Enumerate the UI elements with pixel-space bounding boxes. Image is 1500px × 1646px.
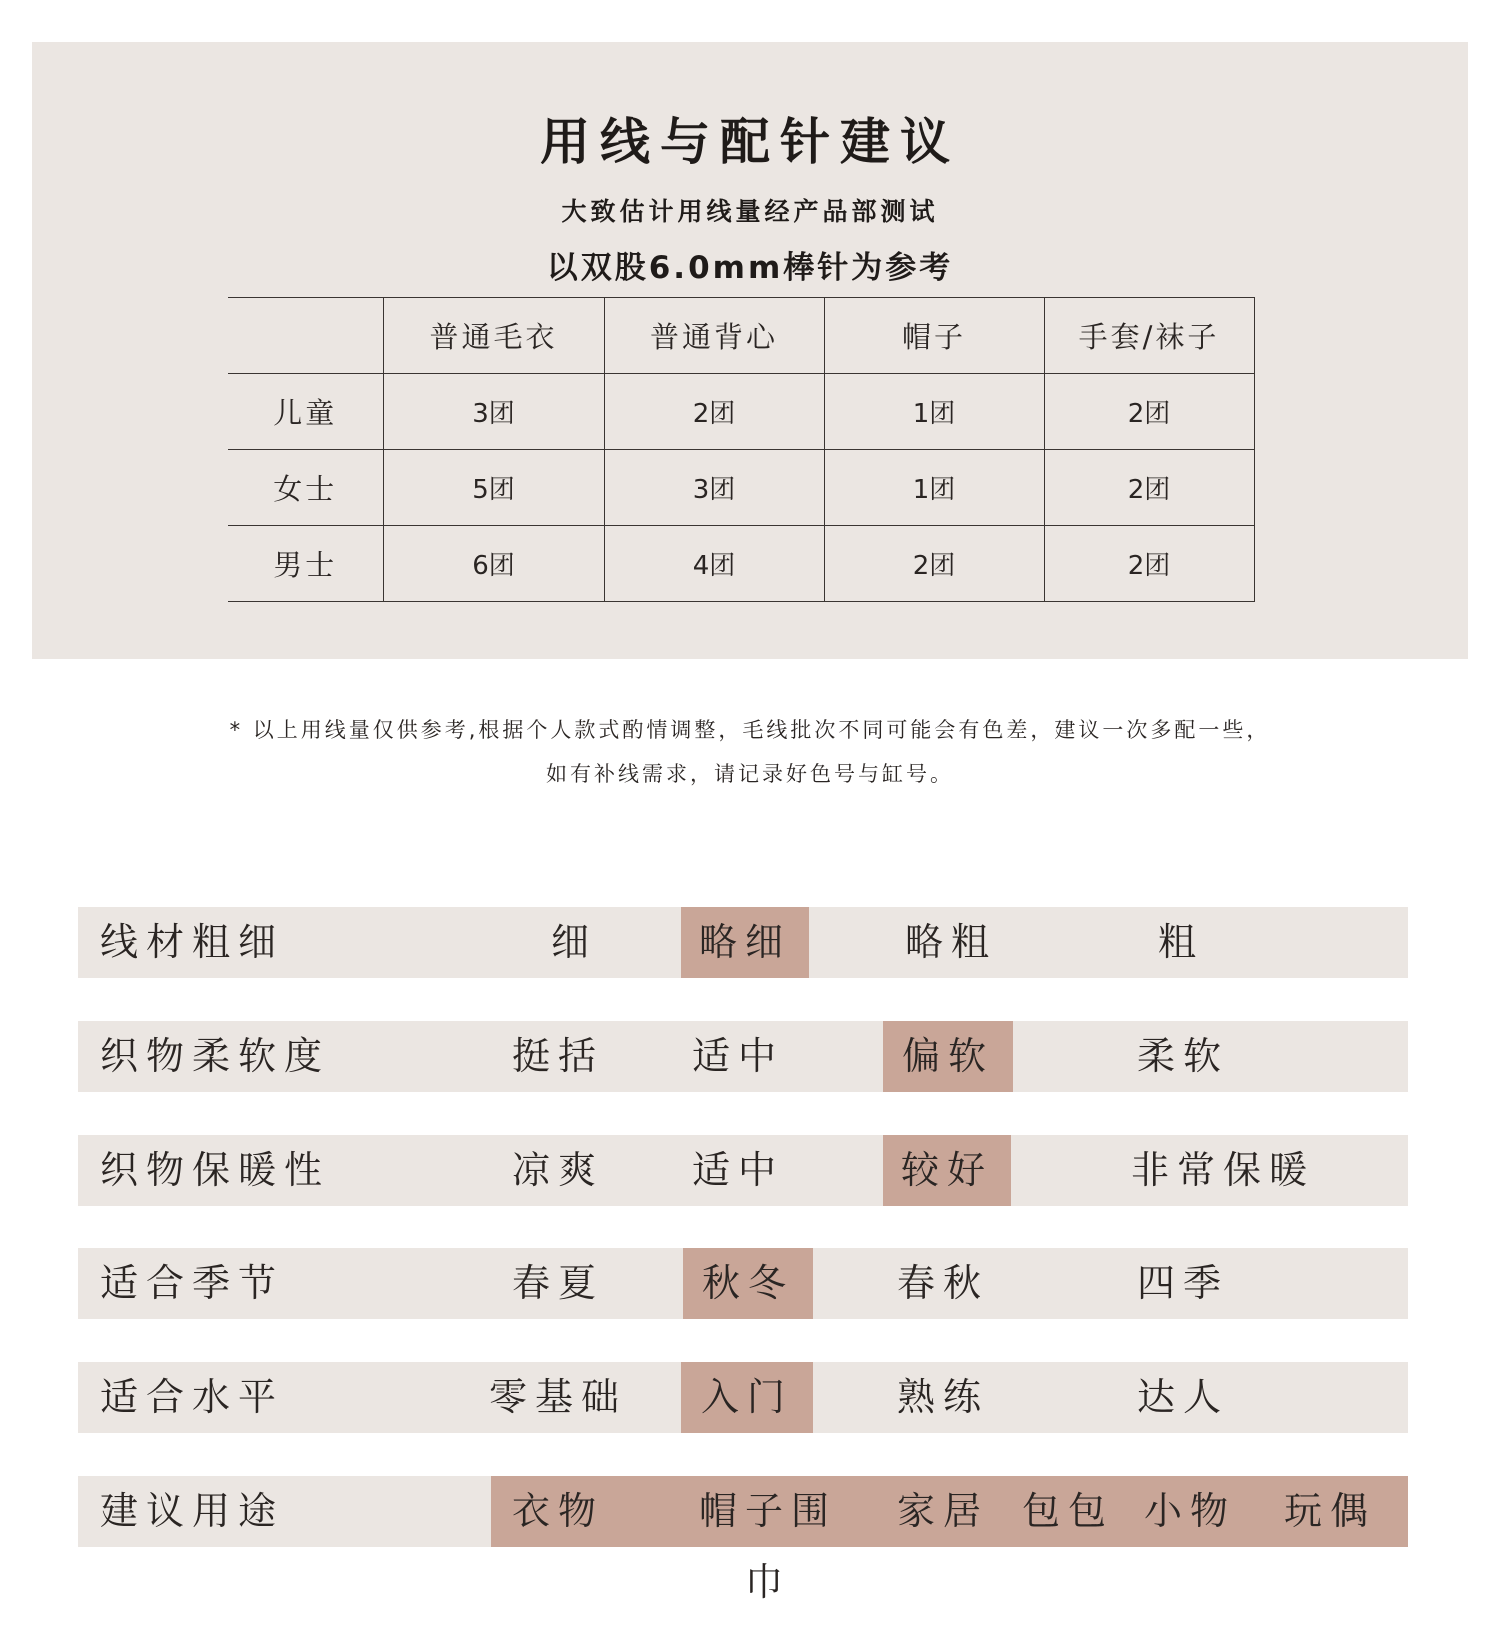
disclaimer-line: 如有补线需求，请记录好色号与缸号。 xyxy=(546,762,954,786)
option-toys: 玩偶 xyxy=(1283,1489,1376,1533)
option-spring-summer: 春夏 xyxy=(511,1261,604,1305)
table-row xyxy=(228,374,1254,450)
attribute-label: 适合季节 xyxy=(100,1261,285,1305)
attribute-row-warmth xyxy=(78,1135,1408,1206)
attribute-label: 线材粗细 xyxy=(100,920,285,964)
table-row xyxy=(228,450,1254,526)
table-header-row xyxy=(228,298,1254,374)
column-header: 普通毛衣 xyxy=(383,298,604,374)
table-cell: 6团 xyxy=(383,526,604,602)
option-thick: 粗 xyxy=(1157,920,1204,964)
option-medium: 适中 xyxy=(691,1034,784,1078)
attribute-label: 织物保暖性 xyxy=(100,1148,331,1192)
table-corner-cell xyxy=(228,298,383,374)
option-autumn-winter-selected: 秋冬 xyxy=(683,1248,813,1319)
option-medium: 适中 xyxy=(691,1148,784,1192)
table-cell: 2团 xyxy=(1044,374,1254,450)
attribute-row-usage xyxy=(78,1476,1408,1604)
option-cool: 凉爽 xyxy=(511,1148,604,1192)
option-clothing: 衣物 xyxy=(511,1489,604,1533)
option-spring-autumn: 春秋 xyxy=(896,1261,989,1305)
table-cell: 2团 xyxy=(824,526,1044,602)
option-stiff: 挺括 xyxy=(511,1034,604,1078)
attribute-row-season xyxy=(78,1248,1408,1319)
option-soft: 柔软 xyxy=(1136,1034,1229,1078)
column-header: 帽子 xyxy=(824,298,1044,374)
yarn-usage-table xyxy=(228,297,1255,602)
usage-disclaimer xyxy=(0,708,1500,796)
row-header: 儿童 xyxy=(228,374,383,450)
table-cell: 4团 xyxy=(604,526,824,602)
attribute-row-thickness xyxy=(78,907,1408,978)
option-slightly-thick: 略粗 xyxy=(904,920,997,964)
yarn-guide-panel xyxy=(32,42,1468,659)
disclaimer-line: * 以上用线量仅供参考,根据个人款式酌情调整，毛线批次不同可能会有色差，建议一次多配一些， xyxy=(229,718,1271,742)
guide-subtitle: 大致估计用线量经产品部测试 xyxy=(561,197,939,226)
column-header: 普通背心 xyxy=(604,298,824,374)
column-header: 手套/袜子 xyxy=(1044,298,1254,374)
table-cell: 3团 xyxy=(383,374,604,450)
option-soft-ish-selected: 偏软 xyxy=(883,1021,1013,1092)
row-header: 女士 xyxy=(228,450,383,526)
table-cell: 2团 xyxy=(604,374,824,450)
option-skilled: 熟练 xyxy=(896,1375,989,1419)
attribute-label: 适合水平 xyxy=(100,1375,285,1419)
table-cell: 1团 xyxy=(824,450,1044,526)
attribute-label: 建议用途 xyxy=(100,1489,285,1533)
option-very-warm: 非常保暖 xyxy=(1130,1148,1315,1192)
option-entry-selected: 入门 xyxy=(681,1362,813,1433)
option-beginner-zero: 零基础 xyxy=(488,1375,627,1419)
table-cell: 1团 xyxy=(824,374,1044,450)
option-small-items: 小物 xyxy=(1143,1489,1236,1533)
guide-title: 用线与配针建议 xyxy=(540,113,960,171)
option-slightly-thin-selected: 略细 xyxy=(681,907,809,978)
option-bags: 包包 xyxy=(1021,1489,1114,1533)
option-home: 家居 xyxy=(896,1489,989,1533)
option-hats-scarves: 帽子围巾 xyxy=(698,1489,837,1604)
table-cell: 2团 xyxy=(1044,526,1254,602)
option-expert: 达人 xyxy=(1136,1375,1229,1419)
table-cell: 5团 xyxy=(383,450,604,526)
table-cell: 3团 xyxy=(604,450,824,526)
table-row xyxy=(228,526,1254,602)
attribute-row-softness xyxy=(78,1021,1408,1092)
needle-note: 以双股6.0mm棒针为参考 xyxy=(546,250,954,286)
option-good-selected: 较好 xyxy=(883,1135,1011,1206)
option-all-seasons: 四季 xyxy=(1136,1261,1229,1305)
row-header: 男士 xyxy=(228,526,383,602)
attribute-label: 织物柔软度 xyxy=(100,1034,331,1078)
attribute-row-skill-level xyxy=(78,1362,1408,1433)
option-thin: 细 xyxy=(550,920,597,964)
table-cell: 2团 xyxy=(1044,450,1254,526)
